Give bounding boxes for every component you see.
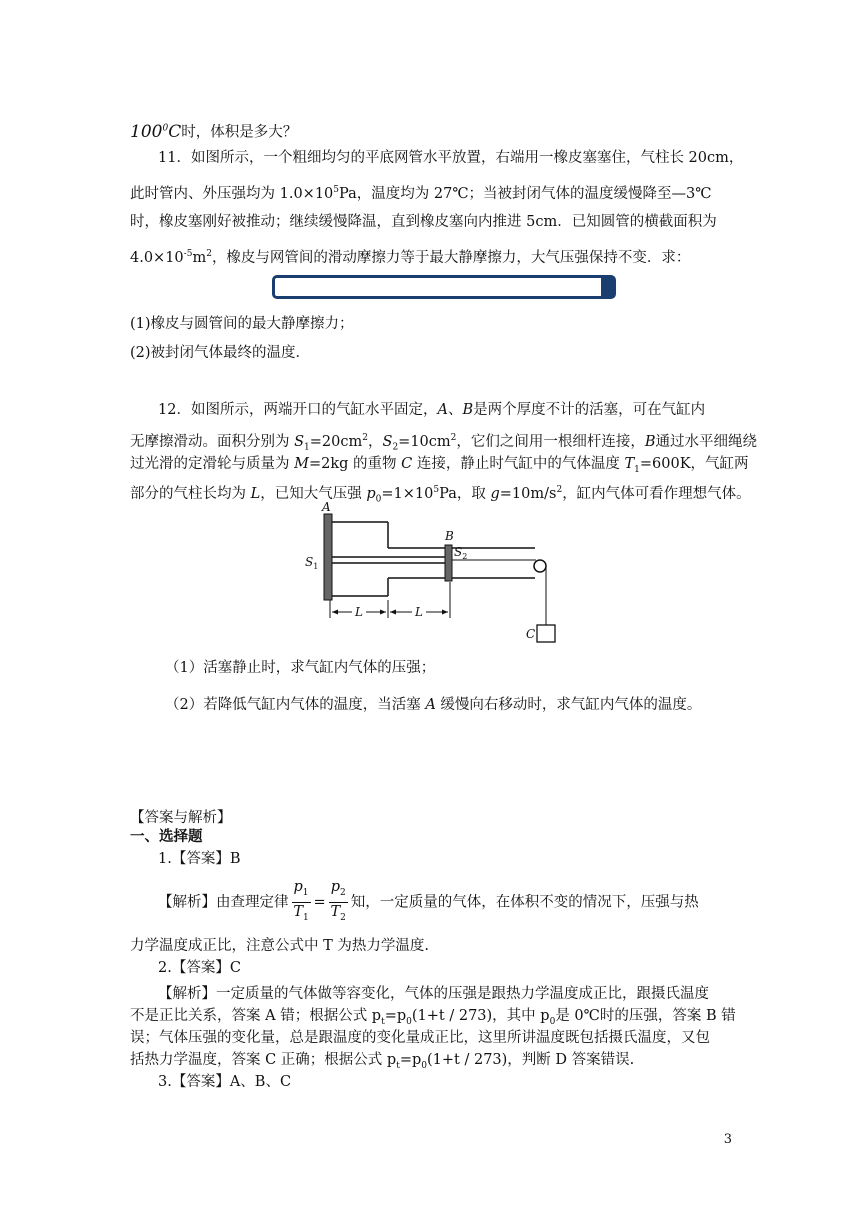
answer-banner <box>272 275 616 299</box>
label-l1: L <box>355 605 363 619</box>
q11-line2: 此时管内、外压强均为 $1.0\times 10^5Pa$，温度均为 27℃；当被封闭气体的温度缓慢降至—3℃ <box>130 185 712 202</box>
label-s1: $S_1$ <box>305 555 319 571</box>
cylinder-diagram <box>300 500 570 650</box>
label-b: B <box>445 529 454 543</box>
answer-3: 3.【答案】A、B、C <box>158 1074 292 1090</box>
explanation-1-line1: 【解析】由查理定律 $\frac{p_1}{T_1}$ = $\frac{p_2}{T_2}$ 知，一定质量的气体，在体积不变的情况下，压强与热 <box>158 878 699 924</box>
explanation-2-line4: 括热力学温度，答案 C 正确；根据公式 $p_t=p_0(1+t / 273)$，判断 D 答案错误. <box>130 1052 635 1071</box>
answer-1: 1.【答案】B <box>158 851 241 867</box>
q12-line4: 部分的气柱长均为 L，已知大气压强 $p_0=1\times 10^5Pa$，取 $g=10m/s^2$，缸内气体可看作理想气体。 <box>130 485 751 505</box>
section-title: 一、选择题 <box>130 829 203 845</box>
q11-line1: 11．如图所示，一个粗细均匀的平底网管水平放置，右端用一橡皮塞塞住，气柱长 20cm， <box>158 150 744 166</box>
page-number: 3 <box>723 1132 732 1147</box>
explanation-1-line2: 力学温度成正比，注意公式中 T 为热力学温度. <box>130 938 429 954</box>
q12-sub1: （1）活塞静止时，求气缸内气体的压强； <box>165 660 436 676</box>
q12-line3: 过光滑的定滑轮与质量为 M=2kg 的重物 C 连接，静止时气缸中的气体温度 $T_1=600K$，气缸两 <box>130 456 749 475</box>
banner-cap <box>601 278 613 296</box>
q12-line2: 无摩擦滑动。面积分别为 $S_1=20cm^2$，$S_2=10cm^2$，它们之间用一根细杆连接，B通过水平细绳绕 <box>130 433 758 453</box>
q11-sub2: (2)被封闭气体最终的温度． <box>130 345 311 361</box>
q10-text: 时，体积是多大？ <box>181 124 298 141</box>
label-s2: $S_2$ <box>454 545 468 561</box>
label-a: A <box>322 500 331 514</box>
label-c: C <box>526 627 536 641</box>
piston-b <box>445 545 452 581</box>
piston-a <box>324 514 332 600</box>
q10-value: $100^0C$ <box>130 121 182 142</box>
explanation-2-line2: 不是正比关系，答案 A 错；根据公式 $p_t=p_0(1+t / 273)$，其中 $p_0$是 0℃时的压强，答案 B 错 <box>130 1008 736 1027</box>
explanation-2-line1: 【解析】一定质量的气体做等容变化，气体的压强是跟热力学温度成正比，跟摄氏温度 <box>158 986 709 1002</box>
label-l2: L <box>415 605 423 619</box>
weight-c <box>537 625 555 642</box>
q11-line4: $4.0\times 10^{-5}m^2$，橡皮与网管间的滑动摩擦力等于最大静摩擦力，大气压强保持不变．求： <box>130 249 691 266</box>
q12-sub2: （2）若降低气缸内气体的温度，当活塞 A 缓慢向右移动时，求气缸内气体的温度。 <box>165 697 702 713</box>
fraction-p2-t2: $\frac{p_2}{T_2}$ <box>330 879 346 923</box>
explanation-2-line3: 误；气体压强的变化量，总是跟温度的变化量成正比，这里所讲温度既包括摄氏温度，又包 <box>130 1030 710 1046</box>
answers-heading: 【答案与解析】 <box>130 810 232 826</box>
answer-2: 2.【答案】C <box>158 960 241 976</box>
q11-sub1: (1)橡皮与圆管间的最大静摩擦力； <box>130 316 354 332</box>
fraction-p1-t1: $\frac{p_1}{T_1}$ <box>293 879 309 923</box>
q11-line3: 时，橡皮塞刚好被推动；继续缓慢降温，直到橡皮塞向内推进 5cm．已知圆管的横截面积为 <box>130 214 717 230</box>
q10-tail <box>130 118 297 143</box>
q12-line1: 12．如图所示，两端开口的气缸水平固定，A、B是两个厚度不计的活塞，可在气缸内 <box>158 402 706 418</box>
